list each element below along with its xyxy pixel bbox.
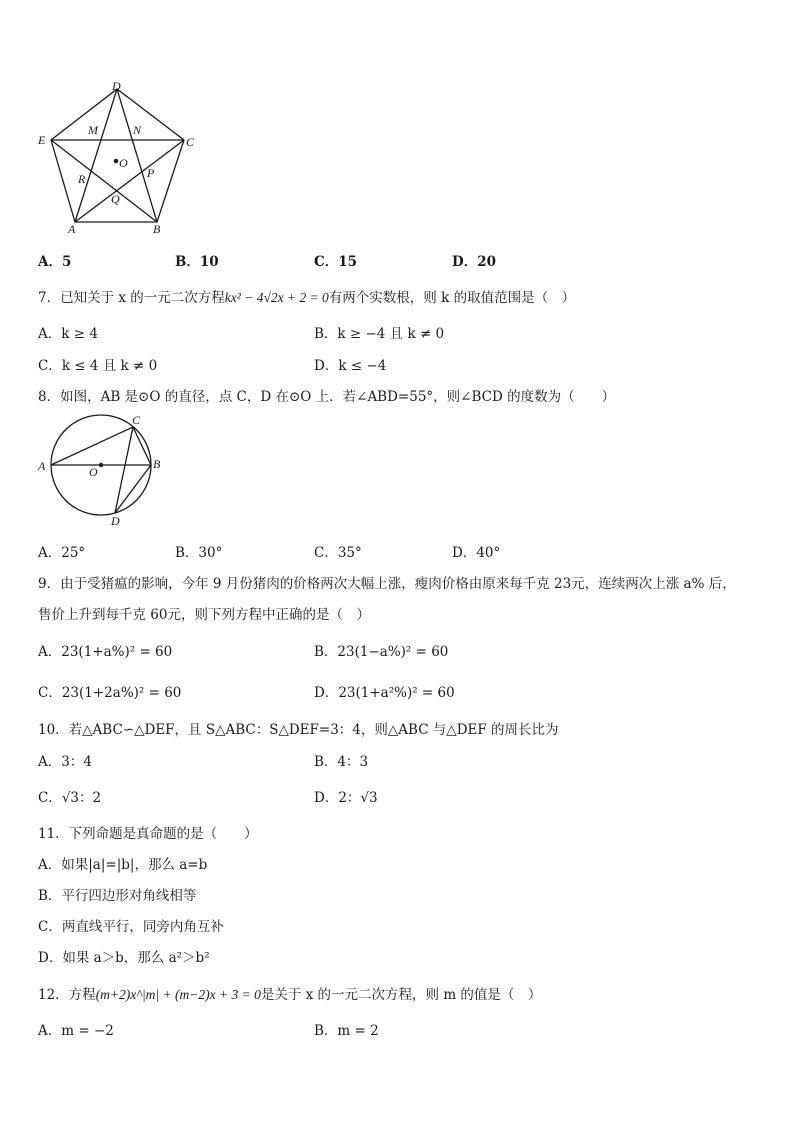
q11-option-c: C．两直线平行，同旁内角互补: [38, 919, 224, 935]
q8-option-c: C．35°: [314, 545, 362, 561]
q12-option-a: A．m = −2: [38, 1023, 114, 1039]
q11-option-a: A．如果|a|=|b|，那么 a=b: [38, 857, 208, 873]
label-b: B: [153, 222, 161, 236]
q8-option-a: A．25°: [38, 545, 86, 561]
q8-option-b: B．30°: [175, 545, 223, 561]
q12-prefix: 12．方程: [38, 987, 96, 1003]
q9-line1: 9．由于受猪瘟的影响，今年 9 月份猪肉的价格两次大幅上涨，瘦肉价格由原来每千克 23元，连续两次上涨 a% 后，: [38, 576, 736, 592]
q11-option-b: B．平行四边形对角线相等: [38, 888, 197, 904]
q7-option-c: C．k ≤ 4 且 k ≠ 0: [38, 358, 158, 374]
q9-line2: 售价上升到每千克 60元，则下列方程中正确的是（ ）: [38, 607, 370, 623]
label-d: D: [111, 514, 120, 528]
label-r: R: [78, 172, 86, 186]
q9-option-d: D．23(1+a²%)² = 60: [314, 685, 455, 701]
label-c: C: [186, 135, 195, 149]
label-a: A: [38, 459, 46, 473]
label-p: P: [147, 166, 155, 180]
q7-option-d: D．k ≤ −4: [314, 358, 387, 374]
q12-suffix: 是关于 x 的一元二次方程，则 m 的值是（ ）: [260, 987, 542, 1003]
q10-option-d: D．2：√3: [314, 790, 378, 806]
pentagon-star-figure: [36, 80, 206, 240]
q9-option-a: A．23(1+a%)² = 60: [38, 644, 173, 660]
q10-option-c: C．√3：2: [38, 790, 102, 806]
q6-option-a: A．5: [38, 254, 72, 270]
q8-stem: 8．如图，AB 是⊙O 的直径，点 C，D 在⊙O 上．若∠ABD=55°，则∠BCD 的度数为（ ）: [38, 389, 616, 405]
q6-option-b: B．10: [175, 254, 219, 270]
circle-figure: [36, 410, 166, 530]
q12-option-b: B．m = 2: [314, 1023, 379, 1039]
q11-stem: 11．下列命题是真命题的是（ ）: [38, 826, 258, 842]
label-b: B: [153, 457, 161, 471]
q7-option-b: B．k ≥ −4 且 k ≠ 0: [314, 326, 445, 342]
q7-option-a: A．k ≥ 4: [38, 326, 98, 342]
label-c: C: [132, 413, 141, 427]
label-m: M: [88, 123, 98, 137]
q6-option-d: D．20: [452, 254, 496, 270]
label-a: A: [68, 222, 76, 236]
q8-option-d: D．40°: [452, 545, 501, 561]
q9-option-c: C．23(1+2a%)² = 60: [38, 685, 182, 701]
label-o: O: [119, 156, 128, 170]
q10-option-b: B．4：3: [314, 754, 369, 770]
q12-stem: [38, 983, 541, 1003]
q7-suffix: 有两个实数根，则 k 的取值范围是（ ）: [328, 290, 576, 306]
q11-option-d: D．如果 a＞b，那么 a²＞b²: [38, 950, 210, 966]
label-e: E: [38, 133, 46, 147]
q7-stem: [38, 286, 575, 306]
label-n: N: [133, 123, 142, 137]
q7-prefix: 7．已知关于 x 的一元二次方程: [38, 290, 225, 306]
q10-stem: 10．若△ABC∽△DEF，且 S△ABC：S△DEF=3：4，则△ABC 与△DEF 的周长比为: [38, 722, 559, 738]
q9-option-b: B．23(1−a%)² = 60: [314, 644, 449, 660]
q12-equation: (m+2)x^|m| + (m−2)x + 3 = 0: [95, 987, 261, 1002]
q7-equation: kx² − 4√2x + 2 = 0: [224, 290, 329, 305]
label-o: O: [89, 465, 98, 479]
label-d: D: [112, 80, 121, 93]
q10-option-a: A．3：4: [38, 754, 92, 770]
q6-option-c: C．15: [314, 254, 358, 270]
label-q: Q: [111, 192, 120, 206]
